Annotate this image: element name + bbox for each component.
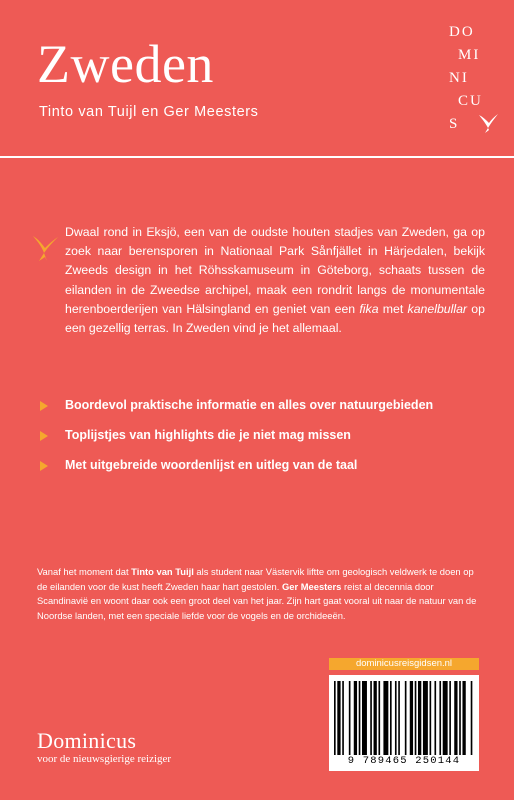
brand-line: MI <box>458 47 481 63</box>
swallow-icon <box>477 112 499 134</box>
about-part: als student naar Västervik liftte om geologisch veldwerk te doen op de eilanden voor de kust heeft Zweden haar hart gestolen. <box>37 566 474 592</box>
barcode-bar <box>418 681 421 755</box>
barcode-bar <box>390 681 392 755</box>
barcode-bar <box>354 681 357 755</box>
brand-line: CU <box>458 93 483 109</box>
barcode-bar <box>454 681 457 755</box>
barcode-bar <box>383 681 388 755</box>
barcode <box>329 675 479 771</box>
feature-text: Met uitgebreide woordenlijst en uitleg van de taal <box>65 458 358 472</box>
barcode-bar <box>449 681 451 755</box>
swallow-icon <box>30 234 60 262</box>
intro-part: Dwaal rond in Eksjö, een van de oudste houten stadjes van Zweden, ga op zoek naar berensporen in Nationaal Park Sånfjället in Härjedalen, bekijk Zweeds design in het Röhsskamuseum in Göteborg, schaats tussen de eilanden in de Zweedse archipel, maak een rondrit langs de monumentale herenboerderijen van Hälsingland en geniet van een <box>65 225 485 316</box>
barcode-bar <box>405 681 407 755</box>
about-part: reist al decennia door Scandinavië en woont daar ook een groot deel van het jaar. Zijn hart gaat vooral uit naar de natuur van de Noordse landen, met een speciale liefde voor de vogels en de orchideeën. <box>37 580 477 621</box>
barcode-bar <box>430 681 432 755</box>
triangle-bullet-icon <box>40 461 48 471</box>
barcode-bar <box>434 681 436 755</box>
barcode-bar <box>378 681 380 755</box>
barcode-bar <box>342 681 344 755</box>
barcode-bar <box>462 681 465 755</box>
barcode-bar <box>439 681 441 755</box>
publisher-tagline: voor de nieuwsgierige reiziger <box>37 753 172 765</box>
website-label[interactable]: dominicusreisgidsen.nl <box>329 658 479 670</box>
barcode-bar <box>423 681 428 755</box>
about-part: Vanaf het moment dat <box>37 566 132 577</box>
header-divider <box>0 156 514 158</box>
brand-line: NI <box>449 70 469 86</box>
intro-part: met <box>378 301 408 316</box>
barcode-bar <box>415 681 417 755</box>
intro-text <box>65 223 485 338</box>
author-name: Ger Meesters <box>281 580 342 592</box>
barcode-bar <box>459 681 461 755</box>
barcode-bar <box>395 681 397 755</box>
barcode-bar <box>334 681 336 755</box>
intro-fika: fika <box>359 301 379 316</box>
barcode-bar <box>398 681 400 755</box>
brand-line: DO <box>449 24 475 40</box>
barcode-bar <box>410 681 413 755</box>
barcode-bar <box>359 681 361 755</box>
brand-line: S <box>449 116 460 132</box>
barcode-bar <box>337 681 340 755</box>
isbn-number: 9 789465 250144 <box>347 755 461 767</box>
barcode-bar <box>374 681 377 755</box>
triangle-bullet-icon <box>40 401 48 411</box>
barcode-bar <box>443 681 448 755</box>
book-title: Zweden <box>37 34 214 94</box>
barcode-bar <box>471 681 473 755</box>
about-authors <box>37 565 477 623</box>
barcode-bars <box>334 681 474 755</box>
triangle-bullet-icon <box>40 431 48 441</box>
barcode-bar <box>349 681 351 755</box>
book-authors: Tinto van Tuijl en Ger Meesters <box>39 104 259 120</box>
intro-kanelbullar: kanelbullar <box>407 301 468 316</box>
intro-part: op een gezellig terras. In Zweden vind je het allemaal. <box>65 301 485 336</box>
barcode-bar <box>370 681 372 755</box>
barcode-bar <box>362 681 367 755</box>
feature-text: Boordevol praktische informatie en alles over natuurgebieden <box>65 398 434 412</box>
feature-text: Toplijstjes van highlights die je niet mag missen <box>65 428 351 442</box>
publisher-logo: Dominicus <box>37 728 137 753</box>
author-name: Tinto van Tuijl <box>131 566 194 577</box>
